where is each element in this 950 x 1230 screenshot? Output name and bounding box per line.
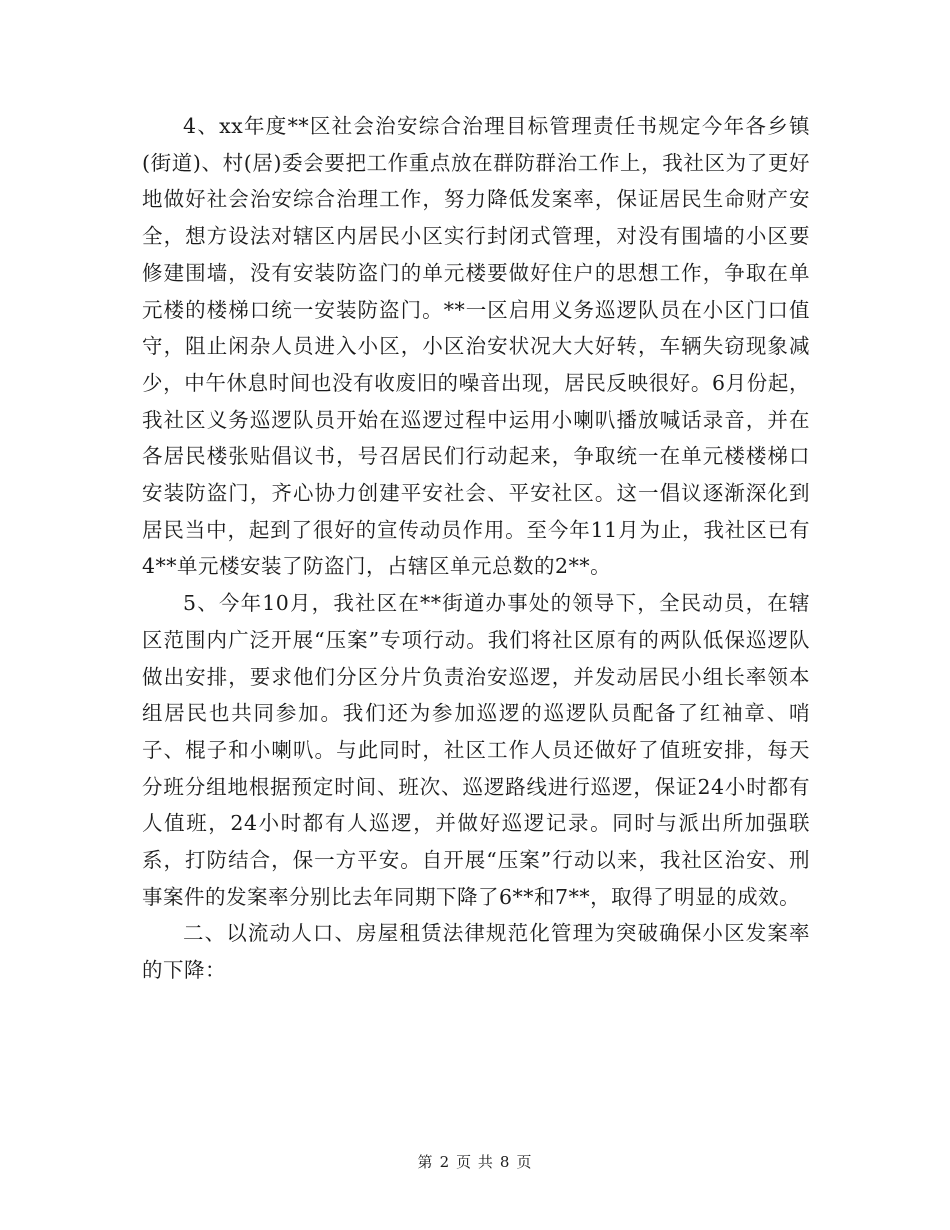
footer-page-number: 2 (439, 1153, 451, 1171)
page-footer (0, 1152, 950, 1172)
footer-middle: 页 共 (456, 1153, 494, 1171)
footer-suffix: 页 (516, 1153, 533, 1171)
section-heading-2: 二、以流动人口、房屋租赁法律规范化管理为突破确保小区发案率的下降： (142, 921, 810, 983)
paragraph-item-4: 4、xx年度**区社会治安综合治理目标管理责任书规定今年各乡镇(街道)、村(居)委会要把工作重点放在群防群治工作上，我社区为了更好地做好社会治安综合治理工作，努力降低发案率，保证居民生命财产安全，想方设法对辖区内居民小区实行封闭式管理，对没有围墙的小区要修建围墙，没有安装防盗门的单元楼要做好住户的思想工作，争取在单元楼的楼梯口统一安装防盗门。**一区启用义务巡逻队员在小区门口值守，阻止闲杂人员进入小区，小区治安状况大大好转，车辆失窃现象减少，中午休息时间也没有收废旧的噪音出现，居民反映很好。6月份起，我社区义务巡逻队员开始在巡逻过程中运用小喇叭播放喊话录音，并在各居民楼张贴倡议书，号召居民们行动起来，争取统一在单元楼楼梯口安装防盗门，齐心协力创建平安社会、平安社区。这一倡议逐渐深化到居民当中，起到了很好的宣传动员作用。至今年11月为止，我社区已有4**单元楼安装了防盗门，占辖区单元总数的2**。 (142, 114, 810, 579)
paragraph-item-5: 5、今年10月，我社区在**街道办事处的领导下，全民动员，在辖区范围内广泛开展“压案”专项行动。我们将社区原有的两队低保巡逻队做出安排，要求他们分区分片负责治安巡逻，并发动居民小组长率领本组居民也共同参加。我们还为参加巡逻的巡逻队员配备了红袖章、哨子、棍子和小喇叭。与此同时，社区工作人员还做好了值班安排，每天分班分组地根据预定时间、班次、巡逻路线进行巡逻，保证24小时都有人值班，24小时都有人巡逻，并做好巡逻记录。同时与派出所加强联系，打防结合，保一方平安。自开展“压案”行动以来，我社区治安、刑事案件的发案率分别比去年同期下降了6**和7**，取得了明显的成效。 (142, 591, 810, 909)
footer-total-pages: 8 (499, 1153, 511, 1171)
footer-prefix: 第 (417, 1153, 434, 1171)
document-body (142, 108, 810, 989)
